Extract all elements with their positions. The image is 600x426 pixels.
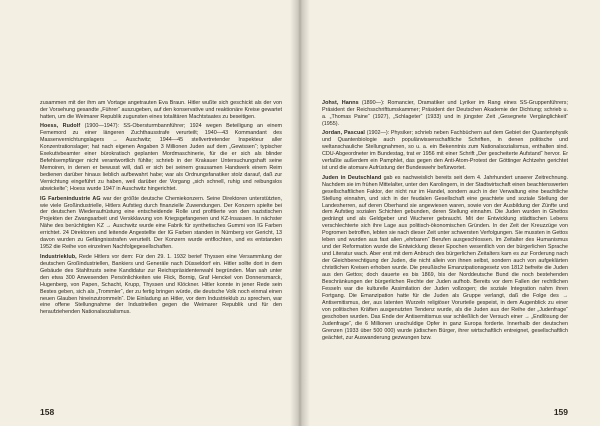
book-gutter-shadow [290, 0, 310, 426]
right-page-text [322, 100, 568, 344]
entry-headword: IG Farbenindustrie AG [40, 195, 101, 202]
entry-headword: Hoess, Rudolf [40, 123, 81, 130]
left-page [0, 0, 298, 426]
entry-headword: Industrieklub, [40, 253, 77, 260]
entry-hoess [40, 123, 282, 193]
entry-body: (1900—1947): SS-Obersturmbannführer; 1924 wegen Beteiligung an einem Fememord zu einer längeren Zuchthausstrafe verurteilt; 1940—43 Kommandant des Massenvernichtungslagers → Auschwitz; 1944—45 stellvertretender Inspekteur aller Konzentrationslager; hat nach eigenen Angaben 3 Millionen Juden auf dem „Gewissen“; typischer Exekutivbeamter einer bürokratisch geplanten Mordmaschinerie, für die er sich als blinder Befehlsempfänger nicht verantwortlich fühlte; schrieb in der Krakauer Untersuchungshaft seine Memoiren, in denen er bewusst will, daß er sich bei seinem grausamen Handwerk einem Reim bedienen darüber hinaus lieblich aufbewahrt habe; war als Ordnungsfanatiker stolz darauf, daß zur Vernichtung eingeführt zu haben, weil darüber der Vorgang „sich schnell, ruhig und reibungslos abwickelte“; Hoess wurde 1947 in Auschwitz hingerichtet. [40, 123, 282, 193]
entry-headword: Juden in Deutschland [322, 174, 382, 181]
entry-body: (1890—): Romancier, Dramatiker und Lyriker im Rang eines SS-Gruppenführers; Präsident der Reichsschrifttumskammer; Präsident der Deutschen Akademie der Dichtung; schrieb u. a. „Thomas Paine“ (1927), „Schlageter“ (1933) und in jüngster Zeit „Gesegnete Vergänglichkeit“ (1955). [322, 100, 568, 127]
entry-body: (1902—): Physiker; schrieb neben Fachbüchern auf dem Gebiet der Quantenphysik und Quantenbiologie auch populärwissenschaftliche Schriften, in denen politische und weltanschauliche Stellungnahmen, so u. a. ein Bekenntnis zum Nationalsozialismus, enthalten sind. CDU-Abgeordneter im Bundestag, trat er 1956 mit einer Schrift „Der gescheiterte Aufstand“ hervor. Er verfaßte außerdem ein Pamphlet, das gegen den Anti-Atom-Protest der Göttinger Achtzehn gerichtet ist und die atomare Aufrüstung der Bundeswehr befürwortet. [322, 130, 568, 172]
entry-ig-farben [40, 196, 282, 252]
entry-industrieklub [40, 254, 282, 317]
entry-johst [322, 100, 568, 128]
page-number-right: 159 [553, 407, 568, 417]
entry-jordan [322, 130, 568, 172]
entry-body: war der größte deutsche Chemiekonzern. Seine Direktoren unterstützten, wie viele Großindustrielle, Hitlers Aufstieg durch finanzielle Zuwendungen. Der Konzern spielte bei der deutschen Wiederaufrüstung eine entscheidende Rolle und profitierte von den nazistischen Projekten der Zwangsarbeit und Verskklavung von Kriegsgefangenen und KZ-Insassen. In nächster Nähe des berüchtigten KZ → Auschwitz wurde eine Fabrik für synthetisches Gummi von IG Farben errichtet. 24 Direktoren und leitende Angestellte der IG Farben standen in Nürnberg vor Gericht, 13 davon wurden zu Gefängnisstrafen verurteilt. Der Konzern wurde entflochten, und es entstanden 1952 die Reihe von einzelnen Nachfolgegesellschaften. [40, 195, 282, 251]
entry-body: gab es nachweislich bereits seit dem 4. Jahrhundert unserer Zeitrechnung. Nachdem sie im frühen Mittelalter, unter den Karolingern, in der Stadtwirtschaft einen beachtenswerten gesellschaftlichen Faktor, der nicht nur im Handel, sondern auch in der Verwaltung eine beachtliche Stellung einnahm, und sich in der feudalen Gesellschaft eine geachtete und soziale Stellung der Landesherren, auf deren Oberhand sie angewiesen waren, sowie von der Ausbildung der Zünfte und dem Aufstieg sozialen Schichten gebunden, deren Stellung einnahm. Die Juden wurden in Ghettos gedrängt und als Geldgeber und Wucherer gebraucht. Mit der Entwicklung städtischen Lebens verschlechterte sich ihre Lage aus politisch-ökonomischen Gründen. In der Zeit der Kreuzzüge von Pogromen betroffen, lebten sie nach dieser Zeit unter schwersten Verfolgungen. Sie mussten in Gettos leben und wurden aus fast allen „ehrbaren“ Berufen ausgeschlossen. Im Zeitalter des Humanismus und der Reformation wurde die Entwicklung dieser Epochen wesentlich von der bürgerlichen Sprache und Literatur wach. Aber erst mit dem Anbruch des bürgerlichen Zeitalters kam es zur Forderung nach der Gleichberechtigung der Juden, die nicht allein von ihnen selbst, sondern auch von aufgeklärten christlichen Kreisen erhoben wurde. Die preußische Emanzipationsgesetz von 1812 befreite die Juden aus den Gettos; doch dauerte es bis 1869, bis der Norddeutsche Bund die noch bestehenden Beschränkungen der bürgerlichen Rechte der Juden aufhob. Bereits vor dem Fallen der rechtlichen Fesseln war die kulturelle Assimilation der Juden vollzogen; die soziale Integration nahm ihren Fortgang. Die Emanzipation hatte für die Juden als Gruppe verlangt, daß die Folge des → Antisemitismus, der, aus latenten Wurzeln religiöser Vorurteile gespeist, in dem Augenblick zu einer von politischen Kräften ausgenutzten Tendenz wurde, als die Juden aus der Reihe der „Judenfrage“ geschoben wurden. Das Ende der Antisemitismus war schließlich der Versuch einer → „Endlösung der Judenfrage“, die 6 Millionen unschuldige Opfer in ganz Europa forderte. Innerhalb der deutschen Grenzen (1933 über 500 000) wurde jüdischen Bürger, ihrer wirtschaftlich entreignet, gesellschaftlich geächtet, zur Auswanderung gezwungen bzw. [322, 174, 568, 341]
continuation-paragraph: zusammen mit der ihm am Vortage angetrauten Eva Braun. Hitler wußte sich geschickt als der von der Vorsehung gesandte „Führer“ auszugeben, auf den konservative und reaktionäre Kreise gewartet hatten, um die Weimarer Republik zugunsten eines totalitären Machtstaates zu beseitigen. [40, 100, 282, 120]
entry-headword: Jordan, Pascual [322, 130, 366, 137]
entry-body: Rede Hitlers vor dem: Für den 29. 1. 1932 berief Thyssen eine Versammlung der deutschen Großindustriellen, Bankiers und Generäle nach Düsseldorf ein. Hitler sollte dort in dem Gebäude des Stahltrusts seine Kandidatur zur Reichspräsidentenwahl begründen. Man sah unter den etwa 300 Anwesenden Persönlichkeiten wie Flick, Bornig, Graf Henckel von Donnersmarck, Hugenberg, von Papen, Schacht, Krupp, Thyssen und Klöckner. Hitler konnte in jener Rede sein Bestes geben, sich als „Trommler“, der zu fertig bringen würde, die deutsche Volk noch einmal einen neuen Glauben hineinzutrommeln“. Die Einladung an Hitler, vor dem Industrieklub zu sprechen, war eine offene Stellungnahme der Industriellen gegen die Weimarer Republik und für den heraufziehenden Nationalsozialismus. [40, 253, 282, 316]
left-page-text [40, 100, 282, 319]
entry-juden [322, 175, 568, 342]
page-number-left: 158 [40, 407, 55, 417]
right-page [302, 0, 600, 426]
entry-headword: Johst, Hanns [322, 100, 359, 106]
